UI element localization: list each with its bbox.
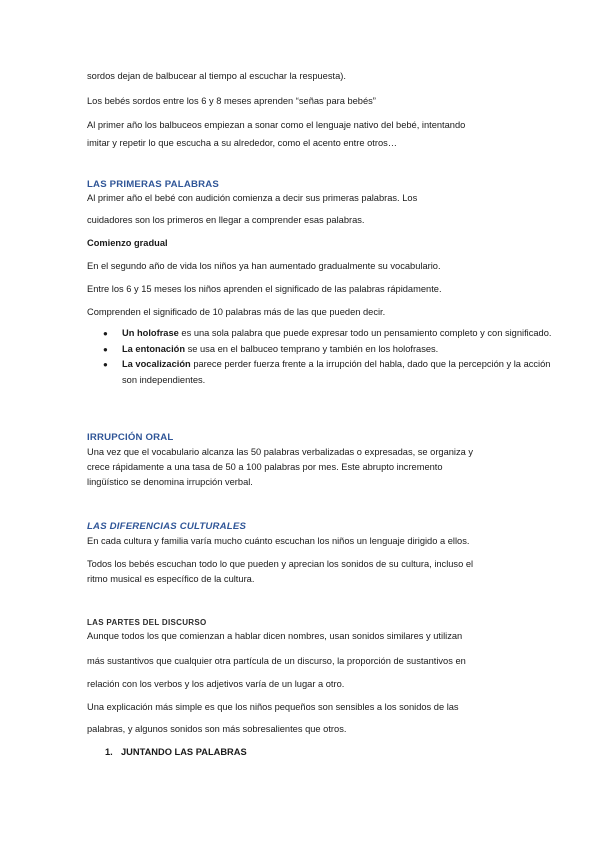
bullet-text: es una sola palabra que puede expresar todo un pensamiento completo y con significado.	[178, 328, 552, 338]
section-heading-irrupcion-oral: IRRUPCIÓN ORAL	[87, 432, 174, 443]
list-item	[87, 357, 552, 388]
bullet-icon: ●	[103, 344, 108, 354]
paragraph-line: Al primer año los balbuceos empiezan a sonar como el lenguaje nativo del bebé, intentando	[87, 120, 466, 130]
numbered-heading	[105, 746, 247, 759]
bullet-icon: ●	[103, 329, 108, 338]
bullet-list	[87, 326, 552, 388]
paragraph-line: sordos dejan de balbucear al tiempo al escuchar la respuesta).	[87, 71, 346, 81]
list-item	[87, 326, 552, 342]
subheading-comienzo-gradual: Comienzo gradual	[87, 238, 168, 248]
bullet-term: La vocalización	[122, 359, 191, 369]
paragraph-line: Aunque todos los que comienzan a hablar dicen nombres, usan sonidos similares y utilizan	[87, 631, 463, 641]
numbered-heading-label: JUNTANDO LAS PALABRAS	[121, 747, 247, 757]
bullet-term: La entonación	[122, 343, 186, 354]
paragraph-line: cuidadores son los primeros en llegar a comprender esas palabras.	[87, 215, 365, 225]
paragraph-line: más sustantivos que cualquier otra partícula de un discurso, la proporción de sustantivos en	[87, 656, 466, 666]
paragraph-line: lingüístico se denomina irrupción verbal.	[87, 477, 253, 487]
bullet-icon: ●	[103, 360, 108, 369]
paragraph-line: crece rápidamente a una tasa de 50 a 100 palabras por mes. Este abrupto incremento	[87, 462, 443, 472]
paragraph-line: En el segundo año de vida los niños ya han aumentado gradualmente su vocabulario.	[87, 261, 441, 271]
paragraph-line: En cada cultura y familia varía mucho cuánto escuchan los niños un lenguaje dirigido a ellos.	[87, 536, 470, 546]
paragraph-line: imitar y repetir lo que escucha a su alrededor, como el acento entre otros…	[87, 138, 398, 148]
section-heading-primeras-palabras: LAS PRIMERAS PALABRAS	[87, 179, 219, 190]
paragraph-line: Una vez que el vocabulario alcanza las 50 palabras verbalizadas o expresadas, se organiza y	[87, 447, 474, 457]
bullet-term: Un holofrase	[122, 328, 179, 338]
paragraph-line: Entre los 6 y 15 meses los niños aprenden el significado de las palabras rápidamente.	[87, 284, 442, 294]
paragraph-line: palabras, y algunos sonidos son más sobresalientes que otros.	[87, 724, 347, 734]
paragraph-line: Al primer año el bebé con audición comienza a decir sus primeras palabras. Los	[87, 193, 418, 203]
paragraph-line: Una explicación más simple es que los niños pequeños son sensibles a los sonidos de las	[87, 702, 459, 712]
paragraph-line: Los bebés sordos entre los 6 y 8 meses aprenden “señas para bebés”	[87, 96, 376, 106]
list-number: 1.	[105, 747, 113, 757]
section-heading-partes-discurso: LAS PARTES DEL DISCURSO	[87, 618, 207, 627]
paragraph-line: ritmo musical es específico de la cultura.	[87, 574, 255, 584]
bullet-text: se usa en el balbuceo temprano y también en los holofrases.	[185, 343, 439, 354]
section-heading-diferencias-culturales: LAS DIFERENCIAS CULTURALES	[87, 521, 247, 532]
bullet-text: parece perder fuerza frente a la irrupción del habla, dado que la percepción y la acción son independientes.	[122, 359, 551, 385]
paragraph-line: Todos los bebés escuchan todo lo que pueden y aprecian los sonidos de su cultura, incluso el	[87, 559, 474, 569]
paragraph-line: relación con los verbos y los adjetivos varía de un lugar a otro.	[87, 679, 345, 689]
list-item	[87, 342, 552, 358]
paragraph-line: Comprenden el significado de 10 palabras más de las que pueden decir.	[87, 307, 386, 317]
